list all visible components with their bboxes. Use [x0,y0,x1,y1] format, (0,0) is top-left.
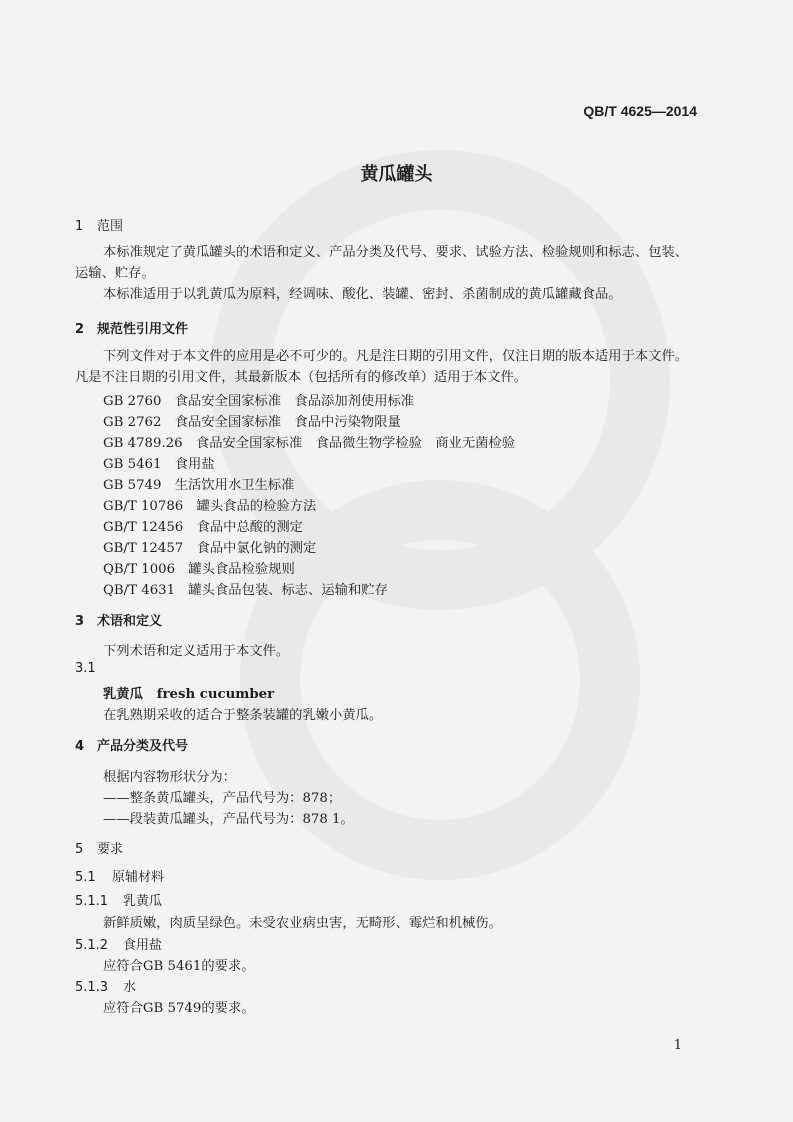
section-number: 5 [75,842,84,857]
reference-item: GB/T 12456 食品中总酸的测定 [103,520,303,535]
reference-item: QB/T 4631 罐头食品包装、标志、运输和贮存 [103,583,388,598]
section-3-heading [75,610,162,629]
section-2-heading [75,318,188,337]
scope-paragraph-1: 本标准规定了黄瓜罐头的术语和定义、产品分类及代号、要求、试验方法、检验规则和标志、包装、运输、贮存。 [75,245,689,281]
section-title: 产品分类及代号 [97,739,189,754]
section-title: 范围 [97,219,124,234]
subsection-number: 5.1 [75,870,96,885]
reference-item: QB/T 1006 罐头食品检验规则 [103,562,295,577]
subsection-title: 原辅材料 [112,870,165,885]
clause-5-1-2-heading [75,934,162,953]
clause-text: 应符合GB 5461的要求。 [103,959,255,974]
reference-item: GB 5461 食用盐 [103,457,215,472]
term-name [103,683,274,702]
section-title: 术语和定义 [97,614,163,629]
term-name-en: fresh cucumber [156,687,275,702]
reference-item: GB 4789.26 食品安全国家标准 食品微生物学检验 商业无菌检验 [103,436,516,451]
reference-item: GB 2762 食品安全国家标准 食品中污染物限量 [103,415,401,430]
section-title: 规范性引用文件 [97,322,189,337]
standard-code: QB/T 4625—2014 [583,103,697,119]
reference-item: GB 5749 生活饮用水卫生标准 [103,478,295,493]
clause-5-1-3-heading [75,976,136,995]
clause-title: 水 [123,980,137,995]
term-name-cn: 乳黄瓜 [103,687,143,702]
classification-intro: 根据内容物形状分为： [103,770,236,785]
section-4-heading [75,735,188,754]
clause-number: 5.1.3 [75,980,109,995]
clause-title: 食用盐 [123,938,163,953]
section-1-heading [75,215,123,234]
term-number: 3.1 [75,661,96,676]
section-number: 3 [75,614,85,629]
section-5-heading [75,838,123,857]
terms-intro: 下列术语和定义适用于本文件。 [103,644,290,659]
scope-paragraph-2: 本标准适用于以乳黄瓜为原料，经调味、酸化、装罐、密封、杀菌制成的黄瓜罐藏食品。 [103,287,622,302]
reference-item: GB 2760 食品安全国家标准 食品添加剂使用标准 [103,394,415,409]
clause-number: 5.1.1 [75,894,109,909]
reference-item: GB/T 10786 罐头食品的检验方法 [103,499,317,514]
clause-5-1-1-heading [75,890,162,909]
section-number: 4 [75,739,85,754]
classification-item: ——整条黄瓜罐头，产品代号为：878； [103,791,342,806]
page-number: 1 [673,1038,682,1053]
section-number: 2 [75,322,85,337]
section-number: 1 [75,219,84,234]
classification-item: ——段装黄瓜罐头，产品代号为：878 1。 [103,812,354,827]
clause-text: 新鲜质嫩，肉质呈绿色。未受农业病虫害，无畸形、霉烂和机械伤。 [103,916,502,931]
clause-text: 应符合GB 5749的要求。 [103,1001,255,1016]
clause-number: 5.1.2 [75,938,109,953]
document-title: 黄瓜罐头 [360,164,433,185]
subsection-5-1-heading [75,866,164,885]
section-title: 要求 [97,842,124,857]
reference-item: GB/T 12457 食品中氯化钠的测定 [103,541,317,556]
clause-title: 乳黄瓜 [123,894,163,909]
term-definition: 在乳熟期采收的适合于整条装罐的乳嫩小黄瓜。 [103,708,383,723]
normative-intro: 下列文件对于本文件的应用是必不可少的。凡是注日期的引用文件，仅注日期的版本适用于本文件。凡是不注日期的引用文件，其最新版本（包括所有的修改单）适用于本文件。 [75,349,689,385]
